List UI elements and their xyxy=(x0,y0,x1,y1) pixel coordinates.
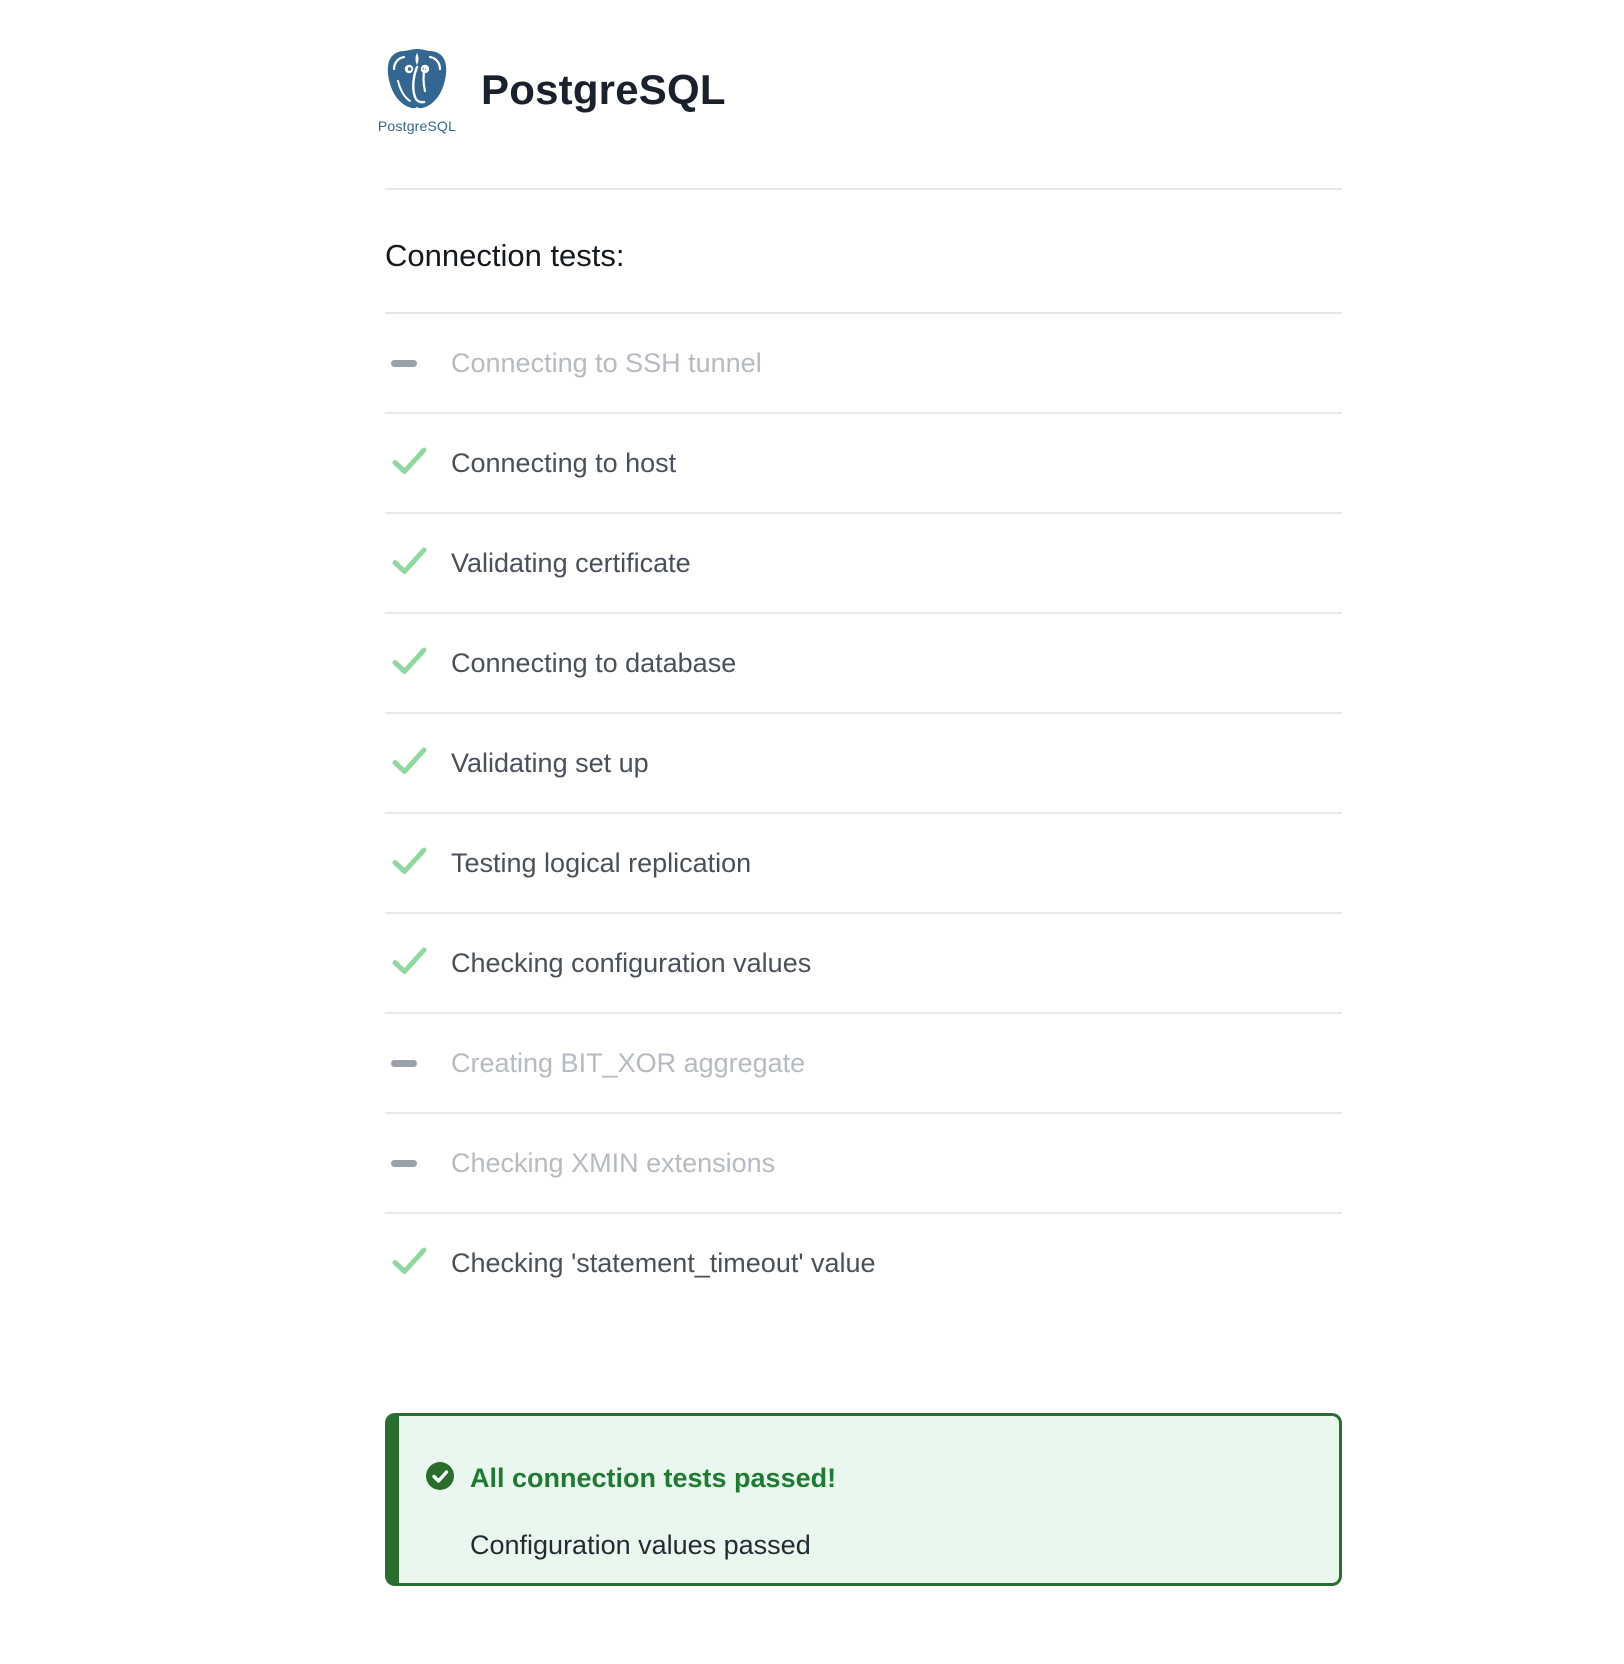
test-label: Checking 'statement_timeout' value xyxy=(451,1247,876,1278)
check-icon xyxy=(391,746,428,781)
dash-icon xyxy=(391,1060,417,1067)
test-status-icon-box xyxy=(391,1160,429,1167)
test-status-icon-box xyxy=(391,546,429,581)
test-row-passed xyxy=(385,914,1342,1014)
check-icon xyxy=(391,946,428,981)
logo-caption: PostgreSQL xyxy=(377,117,457,134)
header-divider xyxy=(385,188,1342,190)
test-row-skipped xyxy=(385,1114,1342,1214)
test-status-icon-box xyxy=(391,846,429,881)
check-icon xyxy=(391,1246,428,1281)
test-row-passed xyxy=(385,814,1342,914)
success-check-circle-icon xyxy=(425,1461,455,1496)
test-status-icon-box xyxy=(391,646,429,681)
page-title: PostgreSQL xyxy=(481,66,726,113)
test-label: Connecting to SSH tunnel xyxy=(451,347,762,378)
check-icon xyxy=(391,546,428,581)
section-heading: Connection tests: xyxy=(385,238,625,273)
test-row-passed xyxy=(385,614,1342,714)
banner-title-row xyxy=(425,1461,1339,1496)
test-label: Connecting to database xyxy=(451,647,737,678)
postgresql-elephant-icon xyxy=(384,47,450,116)
test-status-icon-box xyxy=(391,446,429,481)
dash-icon xyxy=(391,360,417,367)
content-column xyxy=(377,0,1342,1586)
banner-title: All connection tests passed! xyxy=(470,1463,837,1493)
test-status-icon-box xyxy=(391,1060,429,1067)
test-label: Checking configuration values xyxy=(451,947,812,978)
test-label: Validating certificate xyxy=(451,547,691,578)
test-row-passed xyxy=(385,714,1342,814)
check-icon xyxy=(391,646,428,681)
check-icon xyxy=(391,446,428,481)
postgresql-logo xyxy=(377,47,457,134)
banner-subtitle: Configuration values passed xyxy=(470,1530,811,1560)
test-label: Testing logical replication xyxy=(451,847,752,878)
test-label: Creating BIT_XOR aggregate xyxy=(451,1047,806,1078)
success-banner xyxy=(385,1413,1342,1586)
test-label: Validating set up xyxy=(451,747,649,778)
header xyxy=(377,42,1342,138)
test-row-skipped xyxy=(385,314,1342,414)
test-row-passed xyxy=(385,514,1342,614)
test-status-icon-box xyxy=(391,946,429,981)
connection-tests-list xyxy=(385,314,1342,1312)
check-icon xyxy=(391,846,428,881)
test-row-skipped xyxy=(385,1014,1342,1114)
test-status-icon-box xyxy=(391,360,429,367)
test-row-passed xyxy=(385,1214,1342,1312)
test-row-passed xyxy=(385,414,1342,514)
test-label: Connecting to host xyxy=(451,447,677,478)
test-status-icon-box xyxy=(391,1246,429,1281)
test-status-icon-box xyxy=(391,746,429,781)
dash-icon xyxy=(391,1160,417,1167)
test-label: Checking XMIN extensions xyxy=(451,1147,776,1178)
